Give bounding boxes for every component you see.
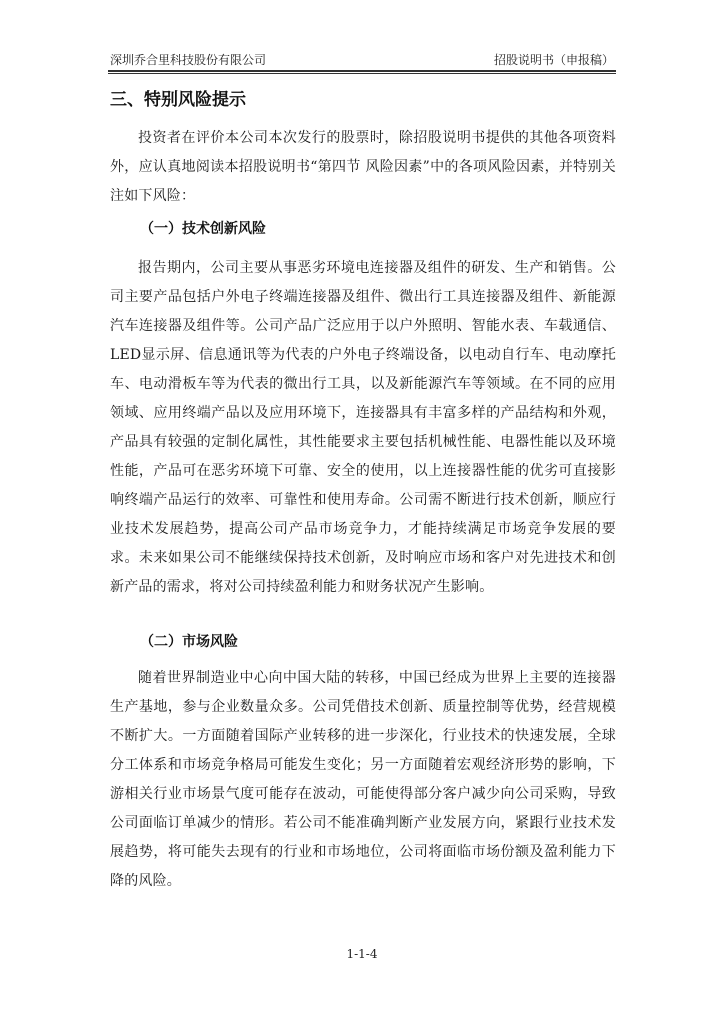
header-document-type: 招股说明书（申报稿） [493, 53, 614, 67]
risk-title-market: （二）市场风险 [140, 634, 238, 650]
header-rule-thin [108, 73, 616, 74]
header-company-name: 深圳乔合里科技股份有限公司 [110, 53, 267, 67]
intro-paragraph: 投资者在评价本公司本次发行的股票时，除招股说明书提供的其他各项资料外，应认真地阅读本招股说明书“第四节 风险因素”中的各项风险因素，并特别关注如下风险： [110, 130, 616, 204]
risk-body-market: 随着世界制造业中心向中国大陆的转移，中国已经成为世界上主要的连接器生产基地，参与企业数量众多。公司凭借技术创新、质量控制等优势，经营规模不断扩大。一方面随着国际产业转移的进一步深化，行业技术的快速发展，全球分工体系和市场竞争格局可能发生变化；另一方面随着宏观经济形势的影响，下游相关行业市场景气度可能存在波动，可能使得部分客户减少向公司采购，导致公司面临订单减少的情形。若公司不能准确判断产业发展方向，紧跟行业技术发展趋势，将可能失去现有的行业和市场地位，公司将面临市场份额及盈利能力下降的风险。 [110, 670, 616, 889]
risk-body-technology-innovation: 报告期内，公司主要从事恶劣环境电连接器及组件的研发、生产和销售。公司主要产品包括户外电子终端连接器及组件、微出行工具连接器及组件、新能源汽车连接器及组件等。公司产品广泛应用于以户外照明、智能水表、车载通信、LED显示屏、信息通讯等为代表的户外电子终端设备，以电动自行车、电动摩托车、电动滑板车等为代表的微出行工具，以及新能源汽车等领域。在不同的应用领域、应用终端产品以及应用环境下，连接器具有丰富多样的产品结构和外观，产品具有较强的定制化属性，其性能要求主要包括机械性能、电器性能以及环境性能，产品可在恶劣环境下可靠、安全的使用，以上连接器性能的优劣可直接影响终端产品运行的效率、可靠性和使用寿命。公司需不断进行技术创新，顺应行业技术发展趋势，提高公司产品市场竞争力，才能持续满足市场竞争发展的要求。未来如果公司不能继续保持技术创新，及时响应市场和客户对先进技术和创新产品的需求，将对公司持续盈利能力和财务状况产生影响。 [110, 260, 616, 595]
section-title: 三、特别风险提示 [110, 90, 246, 110]
page-number: 1-1-4 [346, 947, 378, 961]
risk-title-technology-innovation: （一）技术创新风险 [140, 221, 266, 237]
header-rule-thick [108, 70, 616, 72]
page-header [108, 50, 616, 70]
